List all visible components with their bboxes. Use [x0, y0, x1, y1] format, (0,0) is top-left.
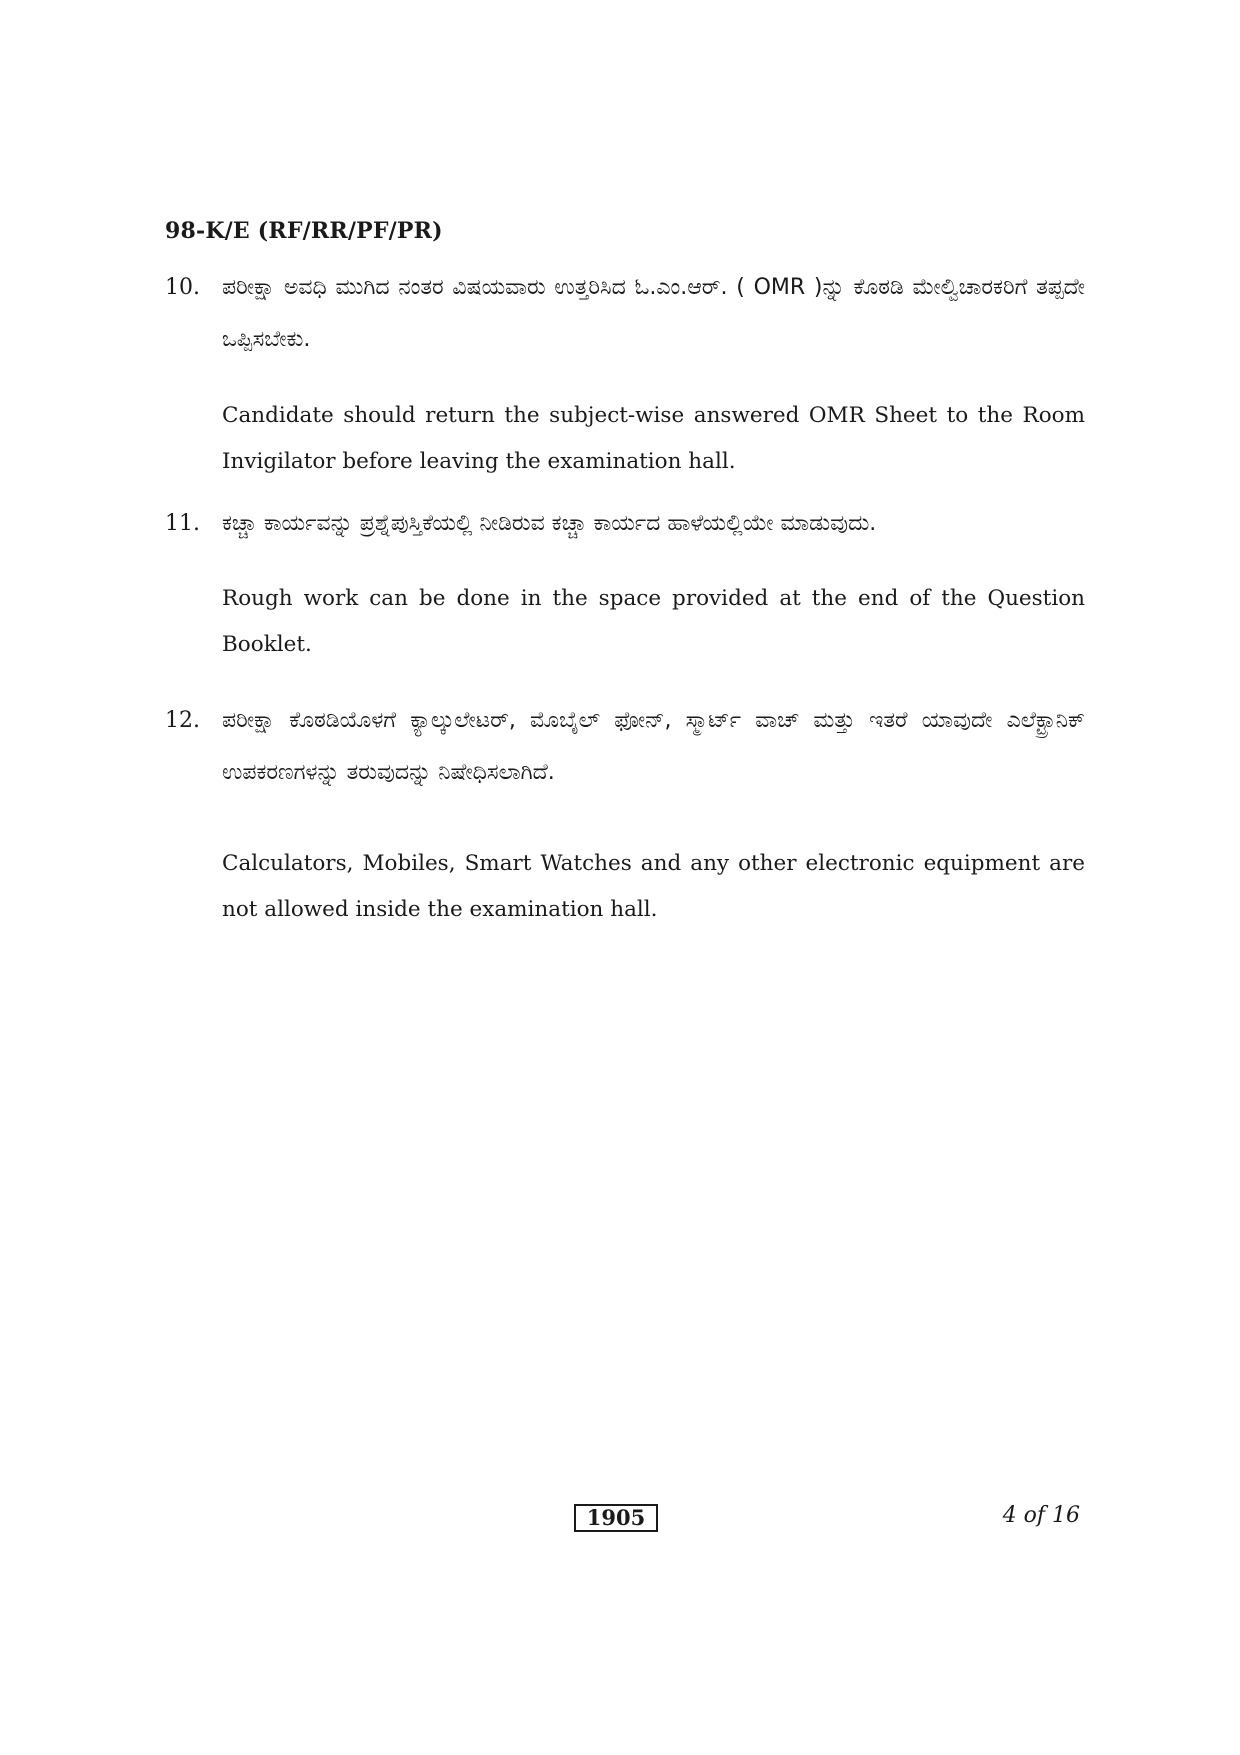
item-number: 11. — [165, 511, 200, 536]
document-code: 98-K/E (RF/RR/PF/PR) — [165, 218, 443, 244]
kannada-instruction: ಕಚ್ಚಾ ಕಾರ್ಯವನ್ನು ಪ್ರಶ್ನೆಪುಸ್ತಿಕೆಯಲ್ಲಿ ನೀಡಿರುವ ಕಚ್ಚಾ ಕಾರ್ಯದ ಹಾಳೆಯಲ್ಲಿಯೇ ಮಾಡುವುದು. — [222, 511, 877, 536]
kannada-instruction: ಪರೀಕ್ಷಾ ಕೊಠಡಿಯೊಳಗೆ ಕ್ಯಾಲ್ಕುಲೇಟರ್, ಮೊಬೈಲ್ ಫೋನ್, ಸ್ಮಾರ್ಟ್ ವಾಚ್ ಮತ್ತು ಇತರೆ ಯಾವುದೇ ಎಲೆಕ್ಟ್ರಾನಿಕ್ ಉಪಕರಣಗಳನ್ನು ತರುವುದನ್ನು ನಿಷೇಧಿಸಲಾಗಿದೆ. — [222, 708, 1085, 785]
english-instruction: Calculators, Mobiles, Smart Watches and any other electronic equipment are not allowed inside the examination hall. — [222, 851, 1085, 922]
item-number: 10. — [165, 275, 200, 300]
footer-code-box: 1905 — [574, 1504, 658, 1532]
page-number: 4 of 16 — [1002, 1503, 1080, 1528]
item-number: 12. — [165, 708, 200, 733]
english-instruction: Candidate should return the subject-wise answered OMR Sheet to the Room Invigilator before leaving the examination hall. — [222, 403, 1085, 474]
item-body — [222, 498, 1085, 668]
english-instruction: Rough work can be done in the space provided at the end of the Question Booklet. — [222, 586, 1085, 657]
kannada-instruction: ಪರೀಕ್ಷಾ ಅವಧಿ ಮುಗಿದ ನಂತರ ವಿಷಯವಾರು ಉತ್ತರಿಸಿದ ಓ.ಎಂ.ಆರ್. ( OMR )ನ್ನು ಕೊಠಡಿ ಮೇಲ್ವಿಚಾರಕರಿಗೆ ತಪ್ಪದೇ ಒಪ್ಪಿಸಬೇಕು. — [222, 275, 1085, 352]
item-body — [222, 695, 1085, 933]
item-body — [222, 262, 1085, 485]
